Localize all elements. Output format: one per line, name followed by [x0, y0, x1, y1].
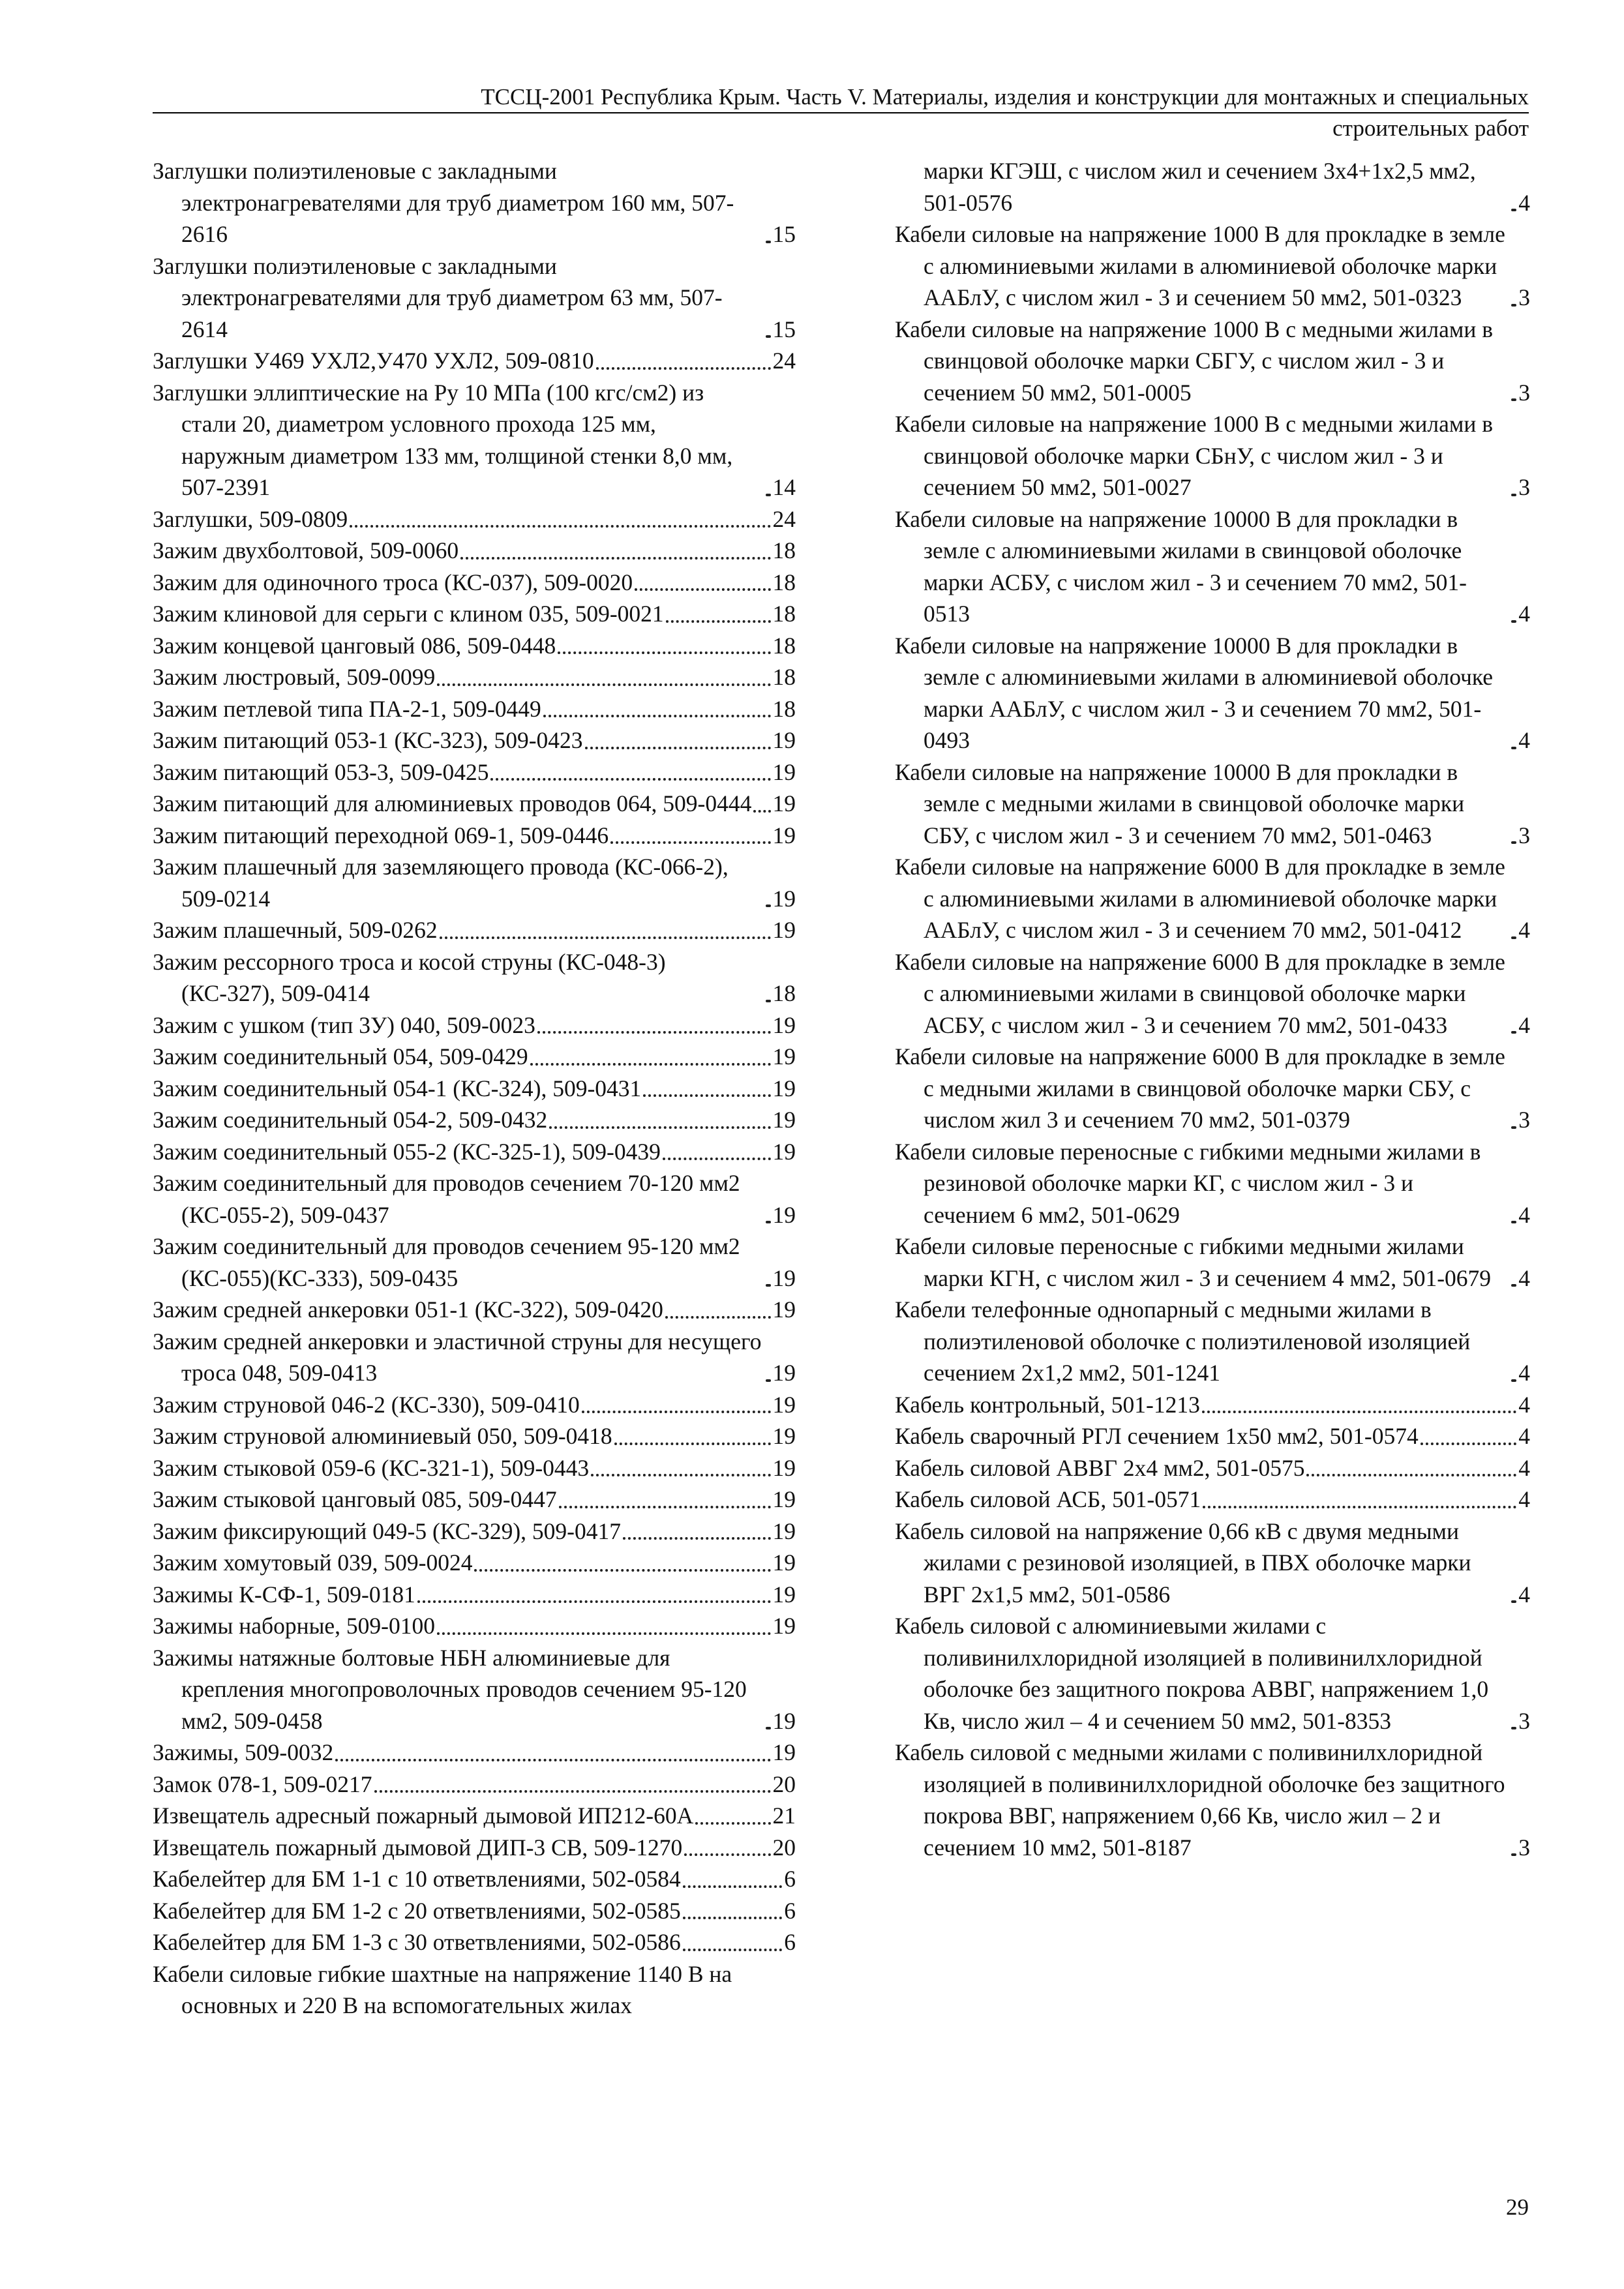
dot-leader: [683, 1917, 783, 1919]
index-entry: [895, 946, 1530, 1041]
index-entry-text: Зажимы натяжные болтовые НБН алюминиевые для крепления многопроволочных проводов сечением 95-120 мм2, 509-0458: [153, 1644, 747, 1734]
index-entry-page: 4: [1518, 1423, 1530, 1449]
index-entry-text: Извещатель адресный пожарный дымовой ИП212-60А: [153, 1803, 694, 1829]
index-entry-page: 20: [772, 1771, 796, 1797]
index-entry: [153, 250, 796, 346]
dot-leader: [335, 1759, 770, 1761]
index-entry: [153, 914, 796, 946]
index-entry-text: Зажим соединительный 055-2 (КС-325-1), 509-0439: [153, 1138, 661, 1165]
index-entry: [153, 567, 796, 599]
index-entry-text: Кабелейтер для БМ 1-3 с 30 ответвлениями, 502-0586: [153, 1929, 681, 1955]
index-entry-page: 3: [1518, 1834, 1530, 1861]
index-entry: [153, 1958, 796, 2022]
index-entry: [153, 1895, 796, 1927]
dot-leader: [1511, 747, 1516, 749]
index-entry-page: 19: [772, 1549, 796, 1576]
dot-leader: [374, 1790, 771, 1793]
index-entry: [153, 1073, 796, 1105]
index-entry-page: 19: [772, 1360, 796, 1386]
dot-leader: [766, 335, 771, 338]
index-entry: [895, 1737, 1530, 1863]
index-entry-page: 4: [1518, 1486, 1530, 1512]
index-entry-page: 19: [772, 1391, 796, 1418]
index-entry-page: 19: [772, 822, 796, 848]
index-entry: [895, 1231, 1530, 1294]
index-entry-page: 19: [772, 1739, 796, 1765]
index-entry-text: Извещатель пожарный дымовой ДИП-3 СВ, 509-1270: [153, 1834, 683, 1861]
index-entry: [153, 1041, 796, 1073]
index-column-left: [153, 155, 796, 2022]
index-entry: [153, 1420, 796, 1452]
index-entry-text: Кабель силовой АВВГ 2х4 мм2, 501-0575: [895, 1454, 1305, 1481]
index-entry: [895, 218, 1530, 314]
index-entry: [153, 1516, 796, 1548]
dot-leader: [635, 588, 770, 591]
index-entry-page: 4: [1518, 601, 1530, 627]
dot-leader: [537, 1031, 771, 1034]
index-entry: [153, 820, 796, 852]
index-entry-text: Кабель контрольный, 501-1213: [895, 1391, 1200, 1418]
index-entry: [153, 1167, 796, 1231]
header-title-line1: ТССЦ-2001 Республика Крым. Часть V. Материалы, изделия и конструкции для монтажных и специальных: [153, 82, 1529, 113]
index-entry: [153, 1610, 796, 1642]
index-entry-text: Кабели силовые на напряжение 6000 В для прокладке в земле с алюминиевыми жилами в свинцовой оболочке марки АСБУ, с числом жил - 3 и сечением 70 мм2, 501-0433: [895, 948, 1505, 1038]
index-entry-text: Зажим для одиночного троса (КС-037), 509-0020: [153, 569, 633, 595]
index-entry: [153, 503, 796, 535]
index-entry-text: Зажим питающий 053-1 (КС-323), 509-0423: [153, 727, 583, 753]
index-entry-text: Зажим двухболтовой, 509-0060: [153, 537, 459, 563]
index-entry-page: 3: [1518, 822, 1530, 848]
index-entry-text: Зажим клиновой для серьги с клином 035, 509-0021: [153, 601, 664, 627]
dot-leader: [440, 936, 771, 939]
dot-leader: [1511, 1284, 1516, 1287]
index-entry-page: 4: [1518, 727, 1530, 753]
index-entry-page: 4: [1518, 1011, 1530, 1038]
dot-leader: [490, 778, 770, 781]
index-entry-page: 19: [772, 1264, 796, 1291]
index-entry: [895, 1452, 1530, 1484]
index-entry-text: Заглушки У469 УХЛ2,У470 УХЛ2, 509-0810: [153, 348, 594, 374]
index-entry-page: 19: [772, 1454, 796, 1481]
index-entry-text: Зажим струновой 046-2 (КС-330), 509-0410: [153, 1391, 580, 1418]
index-entry-text: Кабель силовой с медными жилами с поливинилхлоридной изоляцией в поливинилхлоридной оболочке без защитного покрова ВВГ, напряжением 0,66 Кв, число жил – 2 и сечением 10 мм2, 501-8187: [895, 1739, 1505, 1861]
index-entry: [153, 630, 796, 662]
index-entry: [153, 1326, 796, 1389]
dot-leader: [1511, 1600, 1516, 1603]
index-entry: [153, 1452, 796, 1484]
index-entry-page: 19: [772, 727, 796, 753]
index-entry: [153, 1832, 796, 1864]
index-entry: [895, 1610, 1530, 1737]
dot-leader: [1511, 1727, 1516, 1729]
index-entry-text: Кабелейтер для БМ 1-2 с 20 ответвлениями, 502-0585: [153, 1897, 681, 1924]
index-entry-page: 20: [772, 1834, 796, 1861]
index-entry-page: 4: [1518, 189, 1530, 216]
index-entry-text: Зажим хомутовый 039, 509-0024: [153, 1549, 473, 1576]
index-entry-text: Кабель сварочный РГЛ сечением 1х50 мм2, 501-0574: [895, 1423, 1419, 1449]
index-entry-page: 4: [1518, 1581, 1530, 1608]
index-entry-page: 4: [1518, 1454, 1530, 1481]
dot-leader: [559, 1506, 771, 1508]
index-entry-page: 18: [772, 632, 796, 659]
index-entry-text: Зажим соединительный для проводов сечением 95-120 мм2 (КС-055)(КС-333), 509-0435: [153, 1233, 740, 1291]
index-entry-page: 18: [772, 980, 796, 1006]
index-entry-page: 18: [772, 664, 796, 690]
index-entry-page: 3: [1518, 284, 1530, 310]
index-entry-page: 4: [1518, 1201, 1530, 1228]
dot-leader: [766, 1221, 771, 1223]
dot-leader: [766, 905, 771, 907]
index-entry: [895, 314, 1530, 409]
index-entry: [895, 851, 1530, 946]
index-entry-page: 14: [772, 474, 796, 500]
index-entry-text: Зажимы наборные, 509-0100: [153, 1613, 436, 1639]
dot-leader: [460, 557, 770, 560]
index-entry-text: Зажим фиксирующий 049-5 (КС-329), 509-0417: [153, 1518, 621, 1544]
index-entry-page: 3: [1518, 1707, 1530, 1734]
index-entry-text: Зажим средней анкеровки 051-1 (КС-322), 509-0420: [153, 1296, 663, 1323]
index-entry: [895, 1516, 1530, 1611]
dot-leader: [474, 1569, 770, 1572]
dot-leader: [766, 1284, 771, 1287]
dot-leader: [558, 651, 770, 654]
index-entry-text: Зажим соединительный 054, 509-0429: [153, 1043, 528, 1070]
index-entry-page: 19: [772, 1613, 796, 1639]
dot-leader: [695, 1822, 770, 1825]
dot-leader: [437, 683, 770, 686]
index-entry-page: 19: [772, 1486, 796, 1512]
index-entry-page: 3: [1518, 379, 1530, 406]
index-entry: [153, 946, 796, 1010]
index-entry: [153, 598, 796, 630]
index-entry: [895, 503, 1530, 630]
dot-leader: [665, 1316, 771, 1319]
index-entry-page: 15: [772, 221, 796, 247]
index-entry-text: марки КГЭШ, с числом жил и сечением 3х4+1х2,5 мм2, 501-0576: [924, 158, 1476, 216]
index-entry: [153, 693, 796, 725]
dot-leader: [1511, 1379, 1516, 1382]
index-entry-text: Кабель силовой на напряжение 0,66 кВ с двумя медными жилами с резиновой изоляцией, в ПВХ оболочке марки ВРГ 2х1,5 мм2, 501-0586: [895, 1518, 1471, 1608]
index-entry: [153, 1547, 796, 1579]
index-entry-text: Кабели силовые на напряжение 10000 В для прокладки в земле с алюминиевыми жилами в свинцовой оболочке марки АСБУ, с числом жил - 3 и сечением 70 мм2, 501-0513: [895, 505, 1467, 627]
index-entry: [895, 408, 1530, 503]
index-entry-page: 24: [772, 505, 796, 532]
index-entry: [153, 1863, 796, 1895]
dot-leader: [1306, 1474, 1516, 1476]
dot-leader: [1202, 1411, 1516, 1413]
index-entry-text: Зажим стыковой 059-6 (КС-321-1), 509-0443: [153, 1454, 590, 1481]
dot-leader: [1511, 1031, 1516, 1034]
dot-leader: [1511, 620, 1516, 623]
index-entry-text: Зажим соединительный для проводов сечением 70-120 мм2 (КС-055-2), 509-0437: [153, 1170, 740, 1228]
index-entry-page: 19: [772, 790, 796, 816]
index-entry-text: Кабелейтер для БМ 1-1 с 10 ответвлениями, 502-0584: [153, 1866, 681, 1892]
index-entry-page: 19: [772, 1581, 796, 1608]
index-entry-page: 18: [772, 537, 796, 563]
index-entry-text: Кабели силовые на напряжение 6000 В для прокладке в земле с алюминиевыми жилами в алюминиевой оболочке марки ААБлУ, с числом жил - 3 и сечением 70 мм2, 501-0412: [895, 854, 1505, 943]
dot-leader: [437, 1632, 770, 1635]
index-entry-text: Кабели силовые гибкие шахтные на напряжение 1140 В на основных и 220 В на вспомогательных жилах: [153, 1960, 732, 2018]
index-entry-page: 4: [1518, 917, 1530, 943]
index-entry: [153, 1484, 796, 1516]
index-entry-text: Зажим питающий 053-3, 509-0425: [153, 758, 489, 785]
dot-leader: [549, 1126, 770, 1129]
index-entry-page: 19: [772, 1296, 796, 1323]
index-entry-text: Зажим стыковой цанговый 085, 509-0447: [153, 1486, 557, 1512]
index-entry: [153, 1389, 796, 1421]
index-entry-text: Заглушки, 509-0809: [153, 505, 348, 532]
index-entry-page: 19: [772, 917, 796, 943]
dot-leader: [614, 1443, 771, 1445]
index-entry: [895, 630, 1530, 756]
index-entry-text: Заглушки полиэтиленовые с закладными электронагревателями для труб диаметром 63 мм, 507-2614: [153, 252, 723, 342]
index-entry-page: 19: [772, 1518, 796, 1544]
index-entry-page: 3: [1518, 1107, 1530, 1133]
index-entry: [153, 1737, 796, 1769]
index-entry-text: Кабели силовые на напряжение 1000 В для прокладке в земле с алюминиевыми жилами в алюминиевой оболочке марки ААБлУ, с числом жил - 3 и сечением 50 мм2, 501-0323: [895, 221, 1505, 310]
dot-leader: [1203, 1506, 1516, 1508]
index-entry: [153, 1579, 796, 1611]
index-entry-page: 15: [772, 316, 796, 342]
index-entry-text: Кабель силовой с алюминиевыми жилами с поливинилхлоридной изоляцией в поливинилхлоридной оболочке без защитного покрова АВВГ, напряжением 1,0 Кв, число жил – 4 и сечением 50 мм2, 501-8353: [895, 1613, 1489, 1734]
dot-leader: [530, 1063, 771, 1066]
index-entry-page: 18: [772, 569, 796, 595]
dot-leader: [1421, 1443, 1516, 1445]
index-entry-text: Зажим струновой алюминиевый 050, 509-0418: [153, 1423, 612, 1449]
index-entry-page: 19: [772, 1107, 796, 1133]
dot-leader: [766, 494, 771, 496]
index-entry: [153, 756, 796, 788]
dot-leader: [666, 620, 771, 623]
dot-leader: [585, 747, 771, 749]
index-entry: [153, 377, 796, 503]
index-entry-text: Зажим питающий для алюминиевых проводов 064, 509-0444: [153, 790, 752, 816]
index-entry: [895, 155, 1530, 218]
dot-leader: [1511, 841, 1516, 844]
dot-leader: [1511, 1853, 1516, 1856]
dot-leader: [766, 241, 771, 243]
dot-leader: [683, 1885, 783, 1888]
index-entry-page: 4: [1518, 1264, 1530, 1291]
index-entry-text: Кабели телефонные однопарный с медными жилами в полиэтиленовой оболочке с полиэтиленовой изоляцией сечением 2х1,2 мм2, 501-1241: [895, 1296, 1471, 1386]
index-entry: [153, 661, 796, 693]
index-entry-text: Заглушки полиэтиленовые с закладными электронагревателями для труб диаметром 160 мм, 507-2616: [153, 158, 734, 247]
dot-leader: [1511, 1126, 1516, 1129]
index-entry-text: Зажим люстровый, 509-0099: [153, 664, 436, 690]
dot-leader: [1511, 304, 1516, 307]
index-entry-page: 19: [772, 1011, 796, 1038]
dot-leader: [582, 1411, 771, 1413]
index-entry-text: Зажим питающий переходной 069-1, 509-0446: [153, 822, 609, 848]
index-entry-text: Кабели силовые на напряжение 10000 В для прокладки в земле с алюминиевыми жилами в алюминиевой оболочке марки ААБлУ, с числом жил - 3 и сечением 70 мм2, 501-0493: [895, 632, 1494, 753]
index-entry-text: Зажим плашечный, 509-0262: [153, 917, 438, 943]
index-entry-text: Зажимы, 509-0032: [153, 1739, 334, 1765]
index-entry-page: 3: [1518, 474, 1530, 500]
index-entry: [153, 1231, 796, 1294]
index-entry: [895, 1389, 1530, 1421]
index-entry-text: Зажим соединительный 054-1 (КС-324), 509-0431: [153, 1075, 642, 1101]
dot-leader: [643, 1094, 770, 1097]
dot-leader: [610, 841, 770, 844]
index-entry-text: Зажим соединительный 054-2, 509-0432: [153, 1107, 548, 1133]
index-entry: [153, 1010, 796, 1041]
index-entry-page: 18: [772, 601, 796, 627]
index-entry-page: 19: [772, 1201, 796, 1228]
dot-leader: [591, 1474, 770, 1476]
index-entry: [153, 1769, 796, 1801]
index-entry-page: 6: [784, 1929, 796, 1955]
index-entry: [153, 155, 796, 250]
index-entry-page: 19: [772, 1138, 796, 1165]
index-entry-text: Зажим рессорного троса и косой струны (КС-048-3) (КС-327), 509-0414: [153, 948, 666, 1006]
index-entry: [895, 1294, 1530, 1389]
index-entry: [153, 851, 796, 914]
index-entry-text: Зажим концевой цанговый 086, 509-0448: [153, 632, 556, 659]
index-entry-page: 19: [772, 1423, 796, 1449]
index-entry-text: Зажим с ушком (тип 3У) 040, 509-0023: [153, 1011, 535, 1038]
index-entry: [895, 1484, 1530, 1516]
index-entry-page: 24: [772, 348, 796, 374]
index-entry: [895, 756, 1530, 852]
header-title-line2: строительных работ: [1332, 115, 1529, 141]
dot-leader: [1511, 936, 1516, 939]
dot-leader: [766, 1727, 771, 1729]
dot-leader: [663, 1158, 771, 1160]
index-entry-page: 19: [772, 1043, 796, 1070]
dot-leader: [753, 810, 770, 813]
index-entry-text: Кабели силовые на напряжение 10000 В для прокладки в земле с медными жилами в свинцовой оболочке марки СБУ, с числом жил - 3 и сечением 70 мм2, 501-0463: [895, 758, 1465, 848]
index-entry: [895, 1420, 1530, 1452]
index-entry-page: 19: [772, 758, 796, 785]
index-entry-text: Зажимы К-СФ-1, 509-0181: [153, 1581, 415, 1608]
index-entry-text: Кабель силовой АСБ, 501-0571: [895, 1486, 1201, 1512]
index-entry: [153, 1294, 796, 1326]
index-entry: [153, 1926, 796, 1958]
index-entry-text: Кабели силовые на напряжение 1000 В с медными жилами в свинцовой оболочке марки СБГУ, с числом жил - 3 и сечением 50 мм2, 501-0005: [895, 316, 1493, 406]
index-entry-page: 19: [772, 1075, 796, 1101]
dot-leader: [684, 1853, 770, 1856]
index-entry: [153, 345, 796, 377]
index-entry: [153, 1104, 796, 1136]
index-entry-page: 19: [772, 1707, 796, 1734]
index-entry: [153, 1800, 796, 1832]
index-entry: [153, 788, 796, 820]
index-entry-page: 21: [772, 1803, 796, 1829]
dot-leader: [1511, 494, 1516, 496]
index-entry: [153, 1642, 796, 1737]
index-entry-text: Зажим средней анкеровки и эластичной струны для несущего троса 048, 509-0413: [153, 1328, 762, 1386]
dot-leader: [766, 1379, 771, 1382]
index-entry-text: Замок 078-1, 509-0217: [153, 1771, 372, 1797]
index-entry: [153, 725, 796, 756]
index-entry-text: Кабели силовые переносные с гибкими медными жилами в резиновой оболочке марки КГ, с числом жил - 3 и сечением 6 мм2, 501-0629: [895, 1138, 1481, 1228]
index-entry-text: Кабели силовые переносные с гибкими медными жилами марки КГН, с числом жил - 3 и сечением 4 мм2, 501-0679: [895, 1233, 1492, 1291]
dot-leader: [543, 715, 771, 717]
index-entry-text: Заглушки эллиптические на Ру 10 МПа (100 кгс/см2) из стали 20, диаметром условного прохода 125 мм, наружным диаметром 133 мм, толщиной стенки 8,0 мм, 507-2391: [153, 379, 733, 500]
dot-leader: [766, 1000, 771, 1002]
dot-leader: [1511, 398, 1516, 401]
index-column-right: [895, 155, 1530, 1863]
dot-leader: [350, 525, 770, 528]
dot-leader: [596, 367, 771, 370]
index-entry: [153, 1136, 796, 1168]
dot-leader: [417, 1600, 771, 1603]
dot-leader: [683, 1949, 783, 1951]
index-entry-text: Кабели силовые на напряжение 6000 В для прокладке в земле с медными жилами в свинцовой оболочке марки СБУ, с числом жил 3 и сечением 70 мм2, 501-0379: [895, 1043, 1505, 1133]
index-entry-text: Зажим петлевой типа ПА-2-1, 509-0449: [153, 695, 541, 722]
page-number: 29: [1506, 2194, 1529, 2220]
index-entry: [153, 535, 796, 567]
index-entry-text: Кабели силовые на напряжение 1000 В с медными жилами в свинцовой оболочке марки СБнУ, с числом жил - 3 и сечением 50 мм2, 501-0027: [895, 411, 1493, 500]
dot-leader: [623, 1537, 771, 1540]
index-entry-page: 4: [1518, 1391, 1530, 1418]
index-entry: [895, 1136, 1530, 1231]
index-entry-text: Зажим плашечный для заземляющего провода (КС-066-2), 509-0214: [153, 854, 729, 912]
index-entry-page: 4: [1518, 1360, 1530, 1386]
index-entry-page: 18: [772, 695, 796, 722]
dot-leader: [1511, 1221, 1516, 1223]
index-entry-page: 6: [784, 1897, 796, 1924]
dot-leader: [1511, 209, 1516, 211]
running-header: [153, 82, 1529, 143]
index-entry-page: 19: [772, 885, 796, 912]
index-entry-page: 6: [784, 1866, 796, 1892]
index-entry: [895, 1041, 1530, 1136]
